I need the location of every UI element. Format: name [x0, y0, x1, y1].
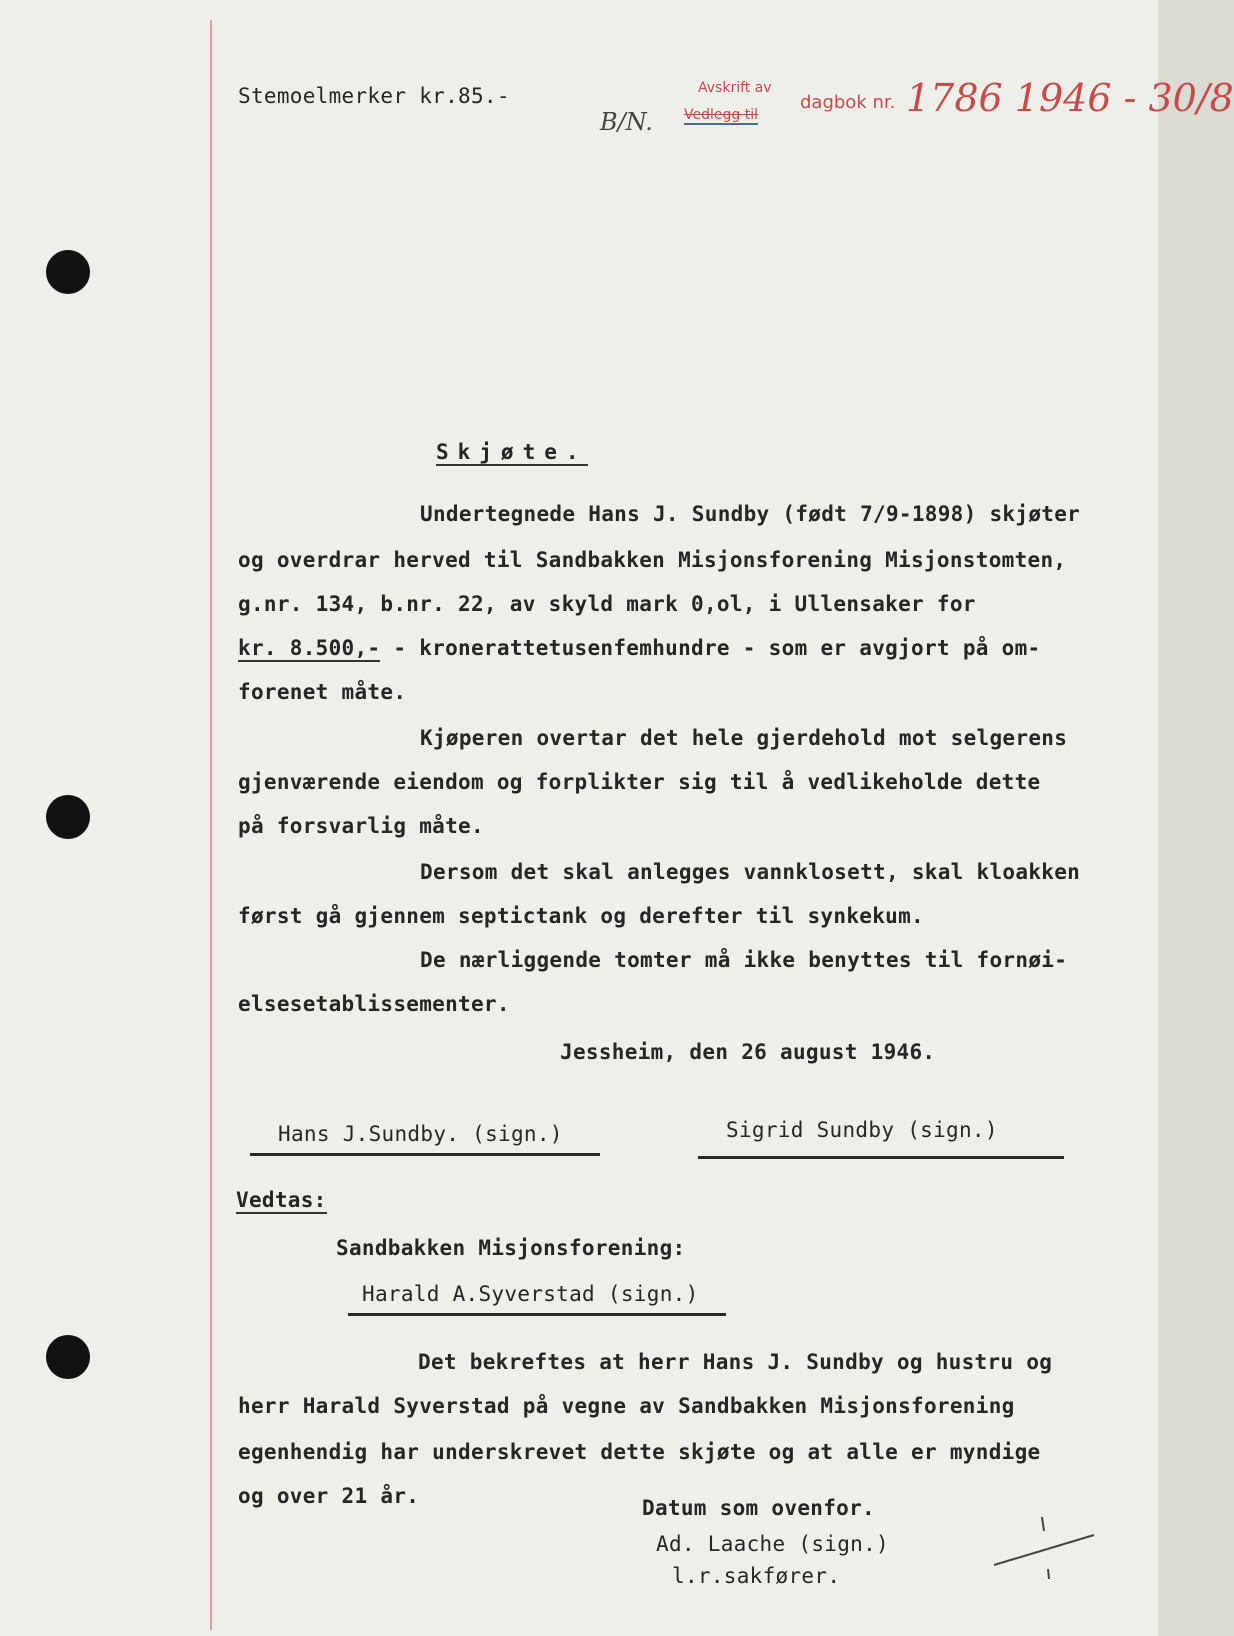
signature-line	[698, 1156, 1064, 1159]
lawyer-signature: Ad. Laache (sign.)	[656, 1532, 889, 1556]
certification-line: Det bekreftes at herr Hans J. Sundby og hustru og	[418, 1350, 1053, 1374]
paragraph-line: elsesetablissementer.	[238, 992, 510, 1016]
buyer-representative: Harald A.Syverstad (sign.)	[362, 1282, 699, 1306]
seller-signature-1: Hans J.Sundby. (sign.)	[278, 1122, 563, 1146]
paragraph-line: først gå gjennem septictank og derefter til synkekum.	[238, 904, 924, 928]
document-title: Skjøte.	[436, 440, 588, 464]
place-date: Jessheim, den 26 august 1946.	[560, 1040, 936, 1064]
certification-line: herr Harald Syverstad på vegne av Sandbakken Misjonsforening	[238, 1394, 1015, 1418]
certification-line: egenhendig har underskrevet dette skjøte og at alle er myndige	[238, 1440, 1041, 1464]
signature-line	[348, 1313, 726, 1316]
signature-line	[250, 1153, 600, 1156]
purchase-amount: kr. 8.500,-	[238, 636, 381, 660]
punch-hole-icon	[46, 1335, 90, 1379]
paragraph-line: på forsvarlig måte.	[238, 814, 484, 838]
paragraph-line: forenet måte.	[238, 680, 407, 704]
paragraph-line: gjenværende eiendom og forplikter sig til å vedlikeholde dette	[238, 770, 1041, 794]
certification-line: og over 21 år.	[238, 1484, 420, 1508]
paragraph-line: De nærliggende tomter må ikke benyttes til fornøi-	[420, 948, 1068, 972]
seller-signature-2: Sigrid Sundby (sign.)	[726, 1118, 998, 1142]
pencil-mark-icon	[990, 1515, 1100, 1585]
initials: B/N.	[600, 108, 653, 136]
paragraph-line: Dersom det skal anlegges vannklosett, skal kloakken	[420, 860, 1081, 884]
paragraph-line: og overdrar herved til Sandbakken Misjonsforening Misjonstomten,	[238, 548, 1067, 572]
punch-hole-icon	[46, 250, 90, 294]
dagbok-reference: 1786 1946 - 30/8	[906, 76, 1234, 120]
paragraph-line: - kronerattetusenfemhundre - som er avgjort på om-	[393, 636, 1041, 660]
margin-rule	[210, 20, 212, 1630]
stamp-line-3: dagbok nr.	[800, 92, 896, 113]
accepted-label: Vedtas:	[236, 1188, 327, 1212]
buyer-organization: Sandbakken Misjonsforening:	[336, 1236, 686, 1260]
paragraph-line: Undertegnede Hans J. Sundby (født 7/9-1898) skjøter	[420, 502, 1081, 526]
paragraph-line: g.nr. 134, b.nr. 22, av skyld mark 0,ol, i Ullensaker for	[238, 592, 976, 616]
stamp-line-2: Vedlegg til	[684, 107, 758, 123]
lawyer-title: l.r.sakfører.	[672, 1564, 841, 1588]
stamp-line-1: Avskrift av	[698, 80, 772, 96]
punch-hole-icon	[46, 795, 90, 839]
datum-note: Datum som ovenfor.	[642, 1496, 875, 1520]
paragraph-line: Kjøperen overtar det hele gjerdehold mot selgerens	[420, 726, 1068, 750]
stamp-duty-note: Stemoelmerker kr.85.-	[238, 84, 510, 108]
